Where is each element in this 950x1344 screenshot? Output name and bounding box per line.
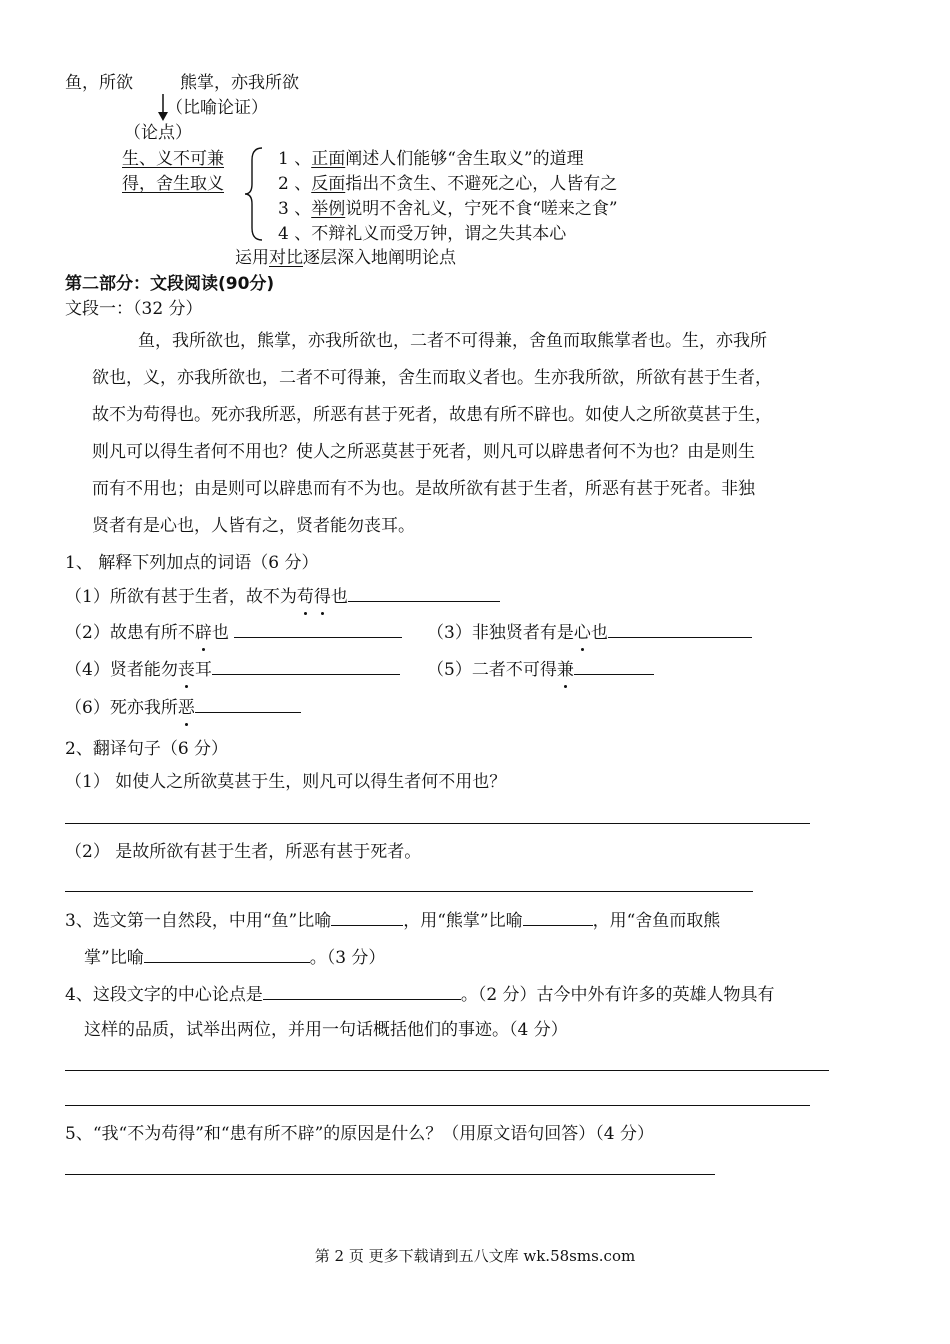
point-2: 2 、反面指出不贪生、不避死之心，人皆有之 bbox=[278, 174, 618, 194]
q1-answer-3[interactable] bbox=[608, 621, 752, 638]
q3-answer-1[interactable] bbox=[331, 909, 403, 926]
q3-line-1: 3、选文第一自然段，中用“鱼”比喻 ，用“熊掌”比喻 ，用“舍鱼而取熊 bbox=[65, 911, 721, 931]
point-3: 3 、举例说明不舍礼义，宁死不食“嗟来之食” bbox=[278, 199, 618, 219]
argument-method-label: （比喻论证） bbox=[166, 98, 268, 118]
thesis-line-1: 生、义不可兼 bbox=[122, 149, 224, 169]
q1-item-2: （2）故患有所不辟也 bbox=[65, 621, 402, 644]
q1-item-5: （5）二者不可得兼 bbox=[427, 658, 654, 681]
page-footer: 第 2 页 更多下载请到五八文库 wk.58sms.com bbox=[314, 1247, 636, 1265]
q3-answer-3[interactable] bbox=[144, 946, 310, 963]
passage-line-5: 而有不用也；由是则可以辟患而有不为也。是故所欲有甚于生者，所恶有甚于死者。非独 bbox=[92, 479, 755, 499]
q1-answer-2[interactable] bbox=[234, 621, 402, 638]
passage-label: 文段一：（32 分） bbox=[65, 299, 203, 319]
q3-line-2: 掌”比喻 。（3 分） bbox=[84, 948, 386, 968]
q1-item-4: （4）贤者能勿丧耳 bbox=[65, 658, 400, 681]
passage-line-1: 鱼，我所欲也，熊掌，亦我所欲也，二者不可得兼，舍鱼而取熊掌者也。生，亦我所 bbox=[138, 331, 767, 351]
curly-brace-icon bbox=[244, 146, 264, 242]
q1-answer-4[interactable] bbox=[212, 658, 400, 675]
section-title: 第二部分：文段阅读(90分) bbox=[65, 274, 275, 294]
q2-sentence-1: （1） 如使人之所欲莫甚于生，则凡可以得生者何不用也？ bbox=[65, 772, 507, 792]
point-4: 4 、不辩礼义而受万钟，谓之失其本心 bbox=[278, 224, 567, 244]
diagram-summary: 运用对比逐层深入地阐明论点 bbox=[235, 248, 456, 268]
passage-line-2: 欲也，义，亦我所欲也，二者不可得兼，舍生而取义者也。生亦我所欲，所欲有甚于生者， bbox=[92, 368, 772, 388]
thesis-label: （论点） bbox=[124, 123, 192, 143]
thesis-line-2: 得，舍生取义 bbox=[122, 174, 224, 194]
diagram-bear-paw-label: 熊掌，亦我所欲 bbox=[180, 73, 299, 93]
q1-item-1: （1）所欲有甚于生者，故不为苟得也 bbox=[65, 585, 500, 608]
q2-title: 2、翻译句子（6 分） bbox=[65, 739, 229, 759]
q1-answer-5[interactable] bbox=[574, 658, 654, 675]
q1-answer-1[interactable] bbox=[348, 585, 500, 602]
q4-answer-line-2[interactable] bbox=[65, 1105, 810, 1106]
point-1: 1 、正面阐述人们能够“舍生取义”的道理 bbox=[278, 149, 584, 169]
q1-answer-6[interactable] bbox=[195, 696, 301, 713]
diagram-fish-label: 鱼，所欲 bbox=[65, 73, 133, 93]
q4-line-1: 4、这段文字的中心论点是 。（2 分）古今中外有许多的英雄人物具有 bbox=[65, 985, 775, 1005]
q4-answer-1[interactable] bbox=[263, 983, 461, 1000]
passage-line-4: 则凡可以得生者何不用也？使人之所恶莫甚于死者，则凡可以辟患者何不为也？由是则生 bbox=[92, 442, 755, 462]
q3-answer-2[interactable] bbox=[523, 909, 593, 926]
passage-line-3: 故不为苟得也。死亦我所恶，所恶有甚于死者，故患有所不辟也。如使人之所欲莫甚于生， bbox=[92, 405, 772, 425]
passage-line-6: 贤者有是心也，人皆有之，贤者能勿丧耳。 bbox=[92, 516, 415, 536]
q5-text: 5、“我“不为苟得”和“患有所不辟”的原因是什么？（用原文语句回答）（4 分） bbox=[65, 1124, 654, 1144]
q1-item-6: （6）死亦我所恶 bbox=[65, 696, 301, 719]
q2-answer-line-1[interactable] bbox=[65, 823, 810, 824]
q1-title: 1、 解释下列加点的词语（6 分） bbox=[65, 553, 319, 573]
q1-item-3: （3）非独贤者有是心也 bbox=[427, 621, 752, 644]
q5-answer-line[interactable] bbox=[65, 1174, 715, 1175]
q4-answer-line-1[interactable] bbox=[65, 1070, 829, 1071]
q4-line-2: 这样的品质，试举出两位，并用一句话概括他们的事迹。（4 分） bbox=[84, 1020, 568, 1040]
q2-answer-line-2[interactable] bbox=[65, 891, 753, 892]
q2-sentence-2: （2） 是故所欲有甚于生者，所恶有甚于死者。 bbox=[65, 842, 422, 862]
